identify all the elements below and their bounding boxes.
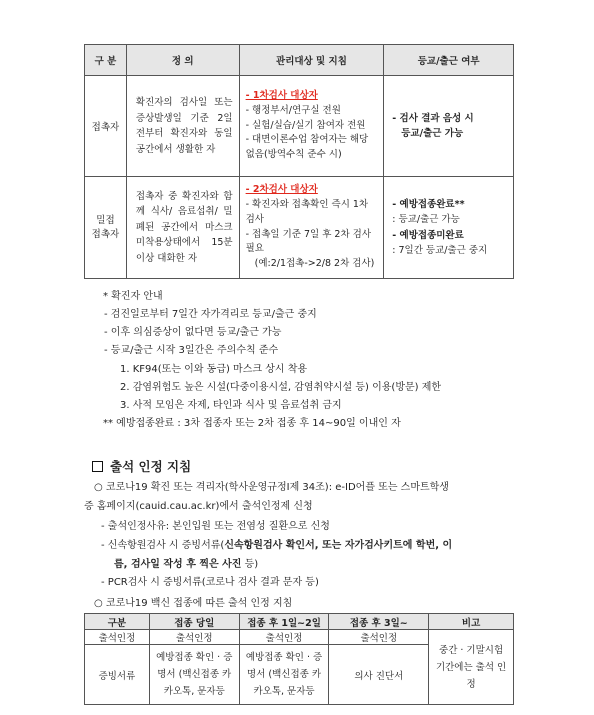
- attendance-bullet: - 출석인정사유: 본인입원 또는 전염성 질환으로 신청: [101, 521, 330, 532]
- evidence-pre: - 신속항원검사 시 증빙서류(: [101, 540, 225, 551]
- notes-footnote: ** 예방접종완료 : 3차 접종자 또는 2차 접종 후 14~90일 이내인 자: [103, 418, 401, 429]
- vaccine-table: [84, 613, 514, 705]
- header-category: 구 분: [85, 45, 127, 76]
- notes-title: * 확진자 안내: [103, 291, 163, 302]
- row-definition: 접촉자 중 확진자와 함께 식사/ 음료섭취/ 밀폐된 공간에서 마스크 미착용상태에서 15분 이상 대화한 자: [126, 177, 239, 279]
- note-item: - 검진일로부터 7일간 자가격리로 등교/출근 중지: [104, 309, 317, 320]
- row-management: [239, 177, 384, 279]
- attendance-p1-line2: 증 홈페이지(cauid.cau.ac.kr)에서 출석인정제 신청: [84, 501, 313, 512]
- management-item: - 접촉일 기준 7일 후 2차 검사 필요: [245, 228, 372, 255]
- management-item: - 확진자와 접촉확인 즉시 1차 검사: [245, 198, 369, 225]
- vaccine-cell: 출석인정: [239, 630, 329, 645]
- note-sub-item: 1. KF94(또는 이와 동급) 마스크 상시 착용: [120, 364, 308, 375]
- header-management: 관리대상 및 지침: [239, 45, 384, 76]
- header-definition: 정 의: [126, 45, 239, 76]
- vaccine-cell: 의사 진단서: [329, 645, 429, 705]
- table-row: [85, 630, 514, 645]
- evidence-bold-2: 름, 검사일 작성 후 찍은 사진: [114, 559, 242, 570]
- vaccine-cell: 증빙서류: [85, 645, 150, 705]
- vaccine-header: 접종 후 3일~: [329, 614, 429, 630]
- row-status: [384, 177, 514, 279]
- vaccine-cell: 예방접종 확인 · 증명서 (백신접종 카카오톡, 문자등: [239, 645, 329, 705]
- status-line: 등교/출근 가능: [401, 128, 464, 139]
- status-line: : 7일간 등교/출근 중지: [392, 245, 488, 256]
- management-item: - 행정부서/연구실 전원: [245, 104, 341, 116]
- vaccine-guideline-title: ○ 코로나19 백신 접종에 따른 출석 인정 지침: [94, 598, 293, 609]
- attendance-bullet-evidence: [101, 538, 452, 554]
- attendance-p1-line1: ○ 코로나19 확진 또는 격리자(학사운영규정Ⅰ제 34조): e-ID어플 또는 스마트학생: [94, 482, 449, 493]
- vaccine-header: 접종 당일: [149, 614, 239, 630]
- evidence-post: 등): [241, 559, 259, 570]
- vaccine-cell: 예방접종 확인 · 증명서 (백신접종 카카오톡, 문자등: [149, 645, 239, 705]
- evidence-bold: 신속항원검사 확인서, 또는 자가검사키트에 학번, 이: [224, 540, 453, 551]
- attendance-heading-text: 출석 인정 지침: [110, 459, 192, 474]
- vaccine-table-header-row: [85, 614, 514, 630]
- status-line: - 예방접종미완료: [392, 229, 464, 241]
- header-status: 등교/출근 여부: [384, 45, 514, 76]
- row-category: 밀접 접촉자: [85, 177, 127, 279]
- vaccine-cell: 출석인정: [149, 630, 239, 645]
- square-bullet-icon: [92, 461, 103, 472]
- vaccine-cell: 출석인정: [329, 630, 429, 645]
- row-status: [384, 76, 514, 177]
- vaccine-header: 구분: [85, 614, 150, 630]
- note-sub-item: 3. 사적 모임은 자제, 타인과 식사 및 음료섭취 금지: [120, 400, 342, 411]
- note-item: - 이후 의심증상이 없다면 등교/출근 가능: [104, 327, 282, 338]
- attendance-heading: [92, 457, 191, 475]
- management-item: (예:2/1접촉->2/8 2차 검사): [254, 258, 375, 270]
- table-row: [85, 177, 514, 279]
- vaccine-header: 비고: [429, 614, 514, 630]
- attendance-bullet-evidence-cont: [114, 557, 258, 573]
- status-line: - 예방접종완료**: [392, 198, 465, 210]
- row-definition: 확진자의 검사일 또는 증상발생일 기준 2일 전부터 확진자와 동일공간에서 생활한 자: [126, 76, 239, 177]
- main-table: [84, 44, 514, 279]
- row-management: [239, 76, 384, 177]
- management-title: - 2차검사 대상자: [245, 184, 318, 196]
- vaccine-header: 접종 후 1일~2일: [239, 614, 329, 630]
- row-category: 접촉자: [85, 76, 127, 177]
- vaccine-note: 중간 · 기말시험 기간에는 출석 인정: [429, 630, 514, 705]
- management-title: - 1차검사 대상자: [245, 90, 318, 101]
- note-item: - 등교/출근 시작 3일간은 주의수칙 준수: [104, 345, 279, 356]
- management-item: - 대면이론수업 참여자는 해당 없음(방역수칙 준수 시): [245, 134, 369, 161]
- note-sub-item: 2. 감염위험도 높은 시설(다중이용시설, 감염취약시설 등) 이용(방문) 제한: [120, 382, 442, 393]
- main-table-header-row: [85, 45, 514, 76]
- table-row: [85, 76, 514, 177]
- status-line: - 검사 결과 음성 시: [392, 112, 474, 124]
- status-line: : 등교/출근 가능: [392, 214, 460, 225]
- attendance-bullet: - PCR검사 시 증빙서류(코로나 검사 결과 문자 등): [101, 577, 319, 588]
- vaccine-cell: 출석인정: [85, 630, 150, 645]
- management-item: - 실험/실습/실기 참여자 전원: [245, 119, 366, 131]
